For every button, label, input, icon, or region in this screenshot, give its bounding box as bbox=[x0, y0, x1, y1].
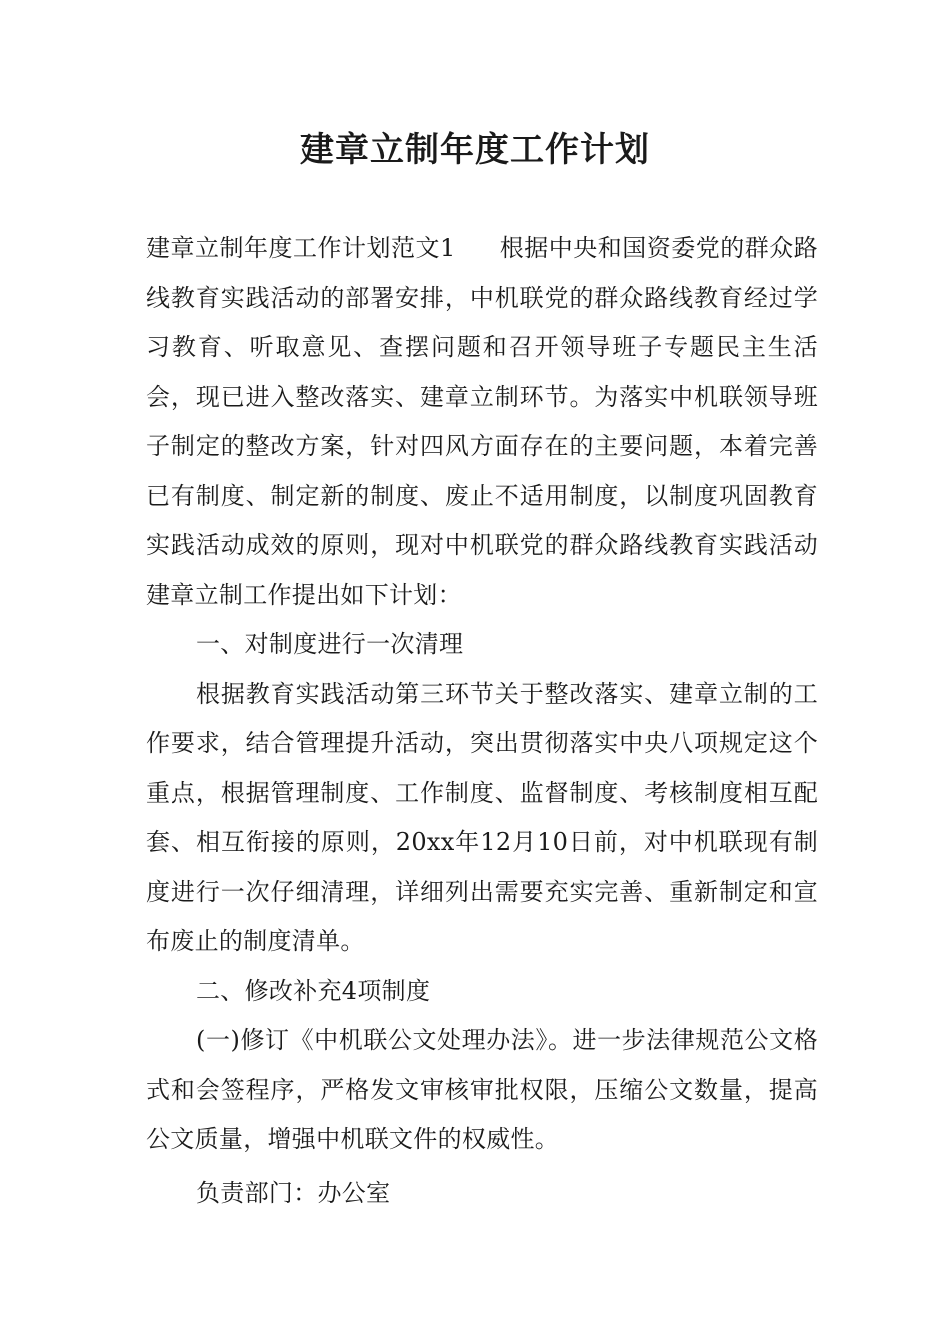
section2-heading: 二、修改补充4项制度 bbox=[196, 976, 431, 1005]
section1-paragraph: 根据教育实践活动第三环节关于整改落实、建章立制的工作要求，结合管理提升活动，突出贯彻落实中央八项规定这个重点，根据管理制度、工作制度、监督制度、考核制度相互配套、相互衔接的原则，20xx年12月10日前，对中机联现有制度进行一次仔细清理，详细列出需要充实完善、重新制定和宣布废止的制度清单。 bbox=[146, 679, 818, 955]
document-title: 建章立制年度工作计划 bbox=[300, 130, 650, 170]
document-body bbox=[146, 224, 818, 1218]
intro-text: 根据中央和国资委党的群众路线教育实践活动的部署安排，中机联党的群众路线教育经过学习教育、听取意见、查摆问题和召开领导班子专题民主生活会，现已进入整改落实、建章立制环节。为落实中机联领导班子制定的整改方案，针对四风方面存在的主要问题，本着完善已有制度、制定新的制度、废止不适用制度，以制度巩固教育实践活动成效的原则，现对中机联党的群众路线教育实践活动建章立制工作提出如下计划： bbox=[146, 234, 818, 609]
item1-responsible: 负责部门：办公室 bbox=[196, 1178, 391, 1207]
intro-prefix: 建章立制年度工作计划范文1 bbox=[146, 234, 456, 262]
item1-paragraph: (一)修订《中机联公文处理办法》。进一步法律规范公文格式和会签程序，严格发文审核审批权限，压缩公文数量，提高公文质量，增强中机联文件的权威性。 bbox=[146, 1026, 818, 1153]
section1-heading: 一、对制度进行一次清理 bbox=[196, 630, 464, 658]
intro-paragraph bbox=[146, 224, 818, 620]
